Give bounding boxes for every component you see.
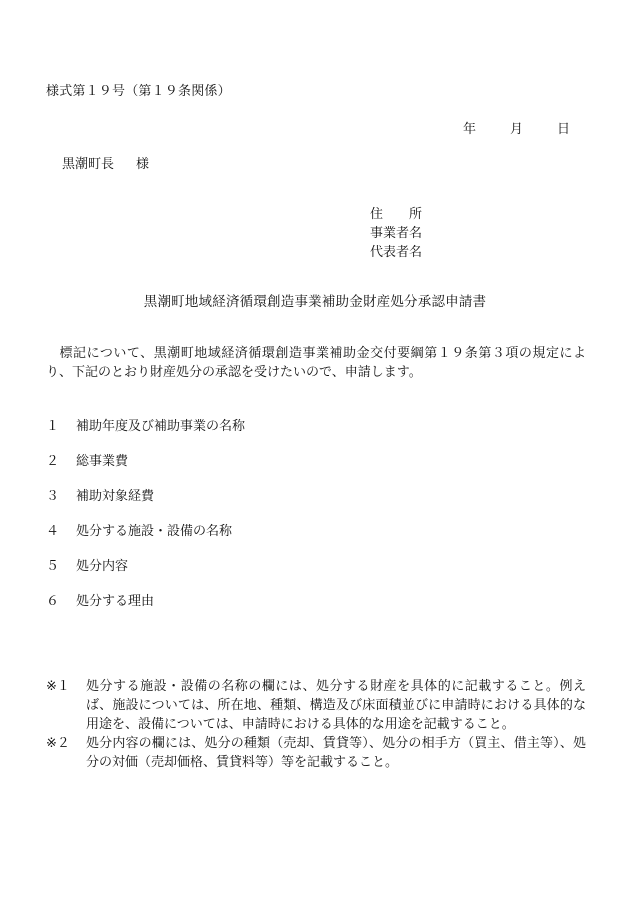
item-label: 補助対象経費: [76, 489, 155, 504]
note-item: [46, 677, 586, 734]
item-label: 処分する理由: [76, 594, 155, 609]
applicant-business-name-label: 事業者名: [370, 226, 423, 241]
recipient-suffix: 様: [136, 157, 150, 172]
applicant-block: [370, 205, 422, 262]
item-number: ２: [46, 454, 60, 469]
applicant-address-label: 住 所: [370, 207, 423, 222]
list-item: [46, 590, 584, 625]
date-month-label: 月: [509, 122, 523, 137]
list-item: [46, 485, 584, 520]
body-paragraph: [46, 344, 586, 382]
note-mark: ※２: [46, 736, 70, 751]
date-day-label: 日: [556, 122, 570, 137]
date-line: [463, 118, 570, 137]
list-item: [46, 450, 584, 485]
item-list: [46, 415, 584, 625]
item-number: ６: [46, 594, 60, 609]
item-label: 処分する施設・設備の名称: [76, 524, 233, 539]
recipient-name: 黒潮町長: [62, 157, 115, 172]
list-item: [46, 415, 584, 450]
document-title: 黒潮町地域経済循環創造事業補助金財産処分承認申請書: [143, 294, 487, 310]
date-year-label: 年: [462, 122, 476, 137]
recipient: [62, 153, 149, 172]
item-number: ５: [46, 559, 60, 574]
list-item: [46, 520, 584, 555]
item-label: 処分内容: [76, 559, 129, 574]
form-number: 様式第１９号（第１９条関係）: [46, 84, 231, 99]
item-number: ３: [46, 489, 60, 504]
body-text: 標記について、黒潮町地域経済循環創造事業補助金交付要綱第１９条第３項の規定により、下記のとおり財産処分の承認を受けたいので、申請します。: [46, 346, 586, 380]
item-number: １: [46, 419, 60, 434]
note-item: [46, 734, 586, 772]
item-label: 補助年度及び補助事業の名称: [76, 419, 246, 434]
item-label: 総事業費: [76, 454, 129, 469]
applicant-representative-label: 代表者名: [370, 245, 423, 260]
notes-section: [46, 677, 586, 772]
list-item: [46, 555, 584, 590]
note-text: 処分する施設・設備の名称の欄には、処分する財産を具体的に記載すること。例えば、施設については、所在地、種類、構造及び床面積並びに申請時における具体的な用途を、設備については、申請時における具体的な用途を記載すること。: [86, 679, 586, 732]
item-number: ４: [46, 524, 60, 539]
note-text: 処分内容の欄には、処分の種類（売却、賃貸等）、処分の相手方（買主、借主等）、処分の対価（売却価格、賃貸料等）等を記載すること。: [86, 736, 586, 770]
note-mark: ※１: [46, 679, 70, 694]
